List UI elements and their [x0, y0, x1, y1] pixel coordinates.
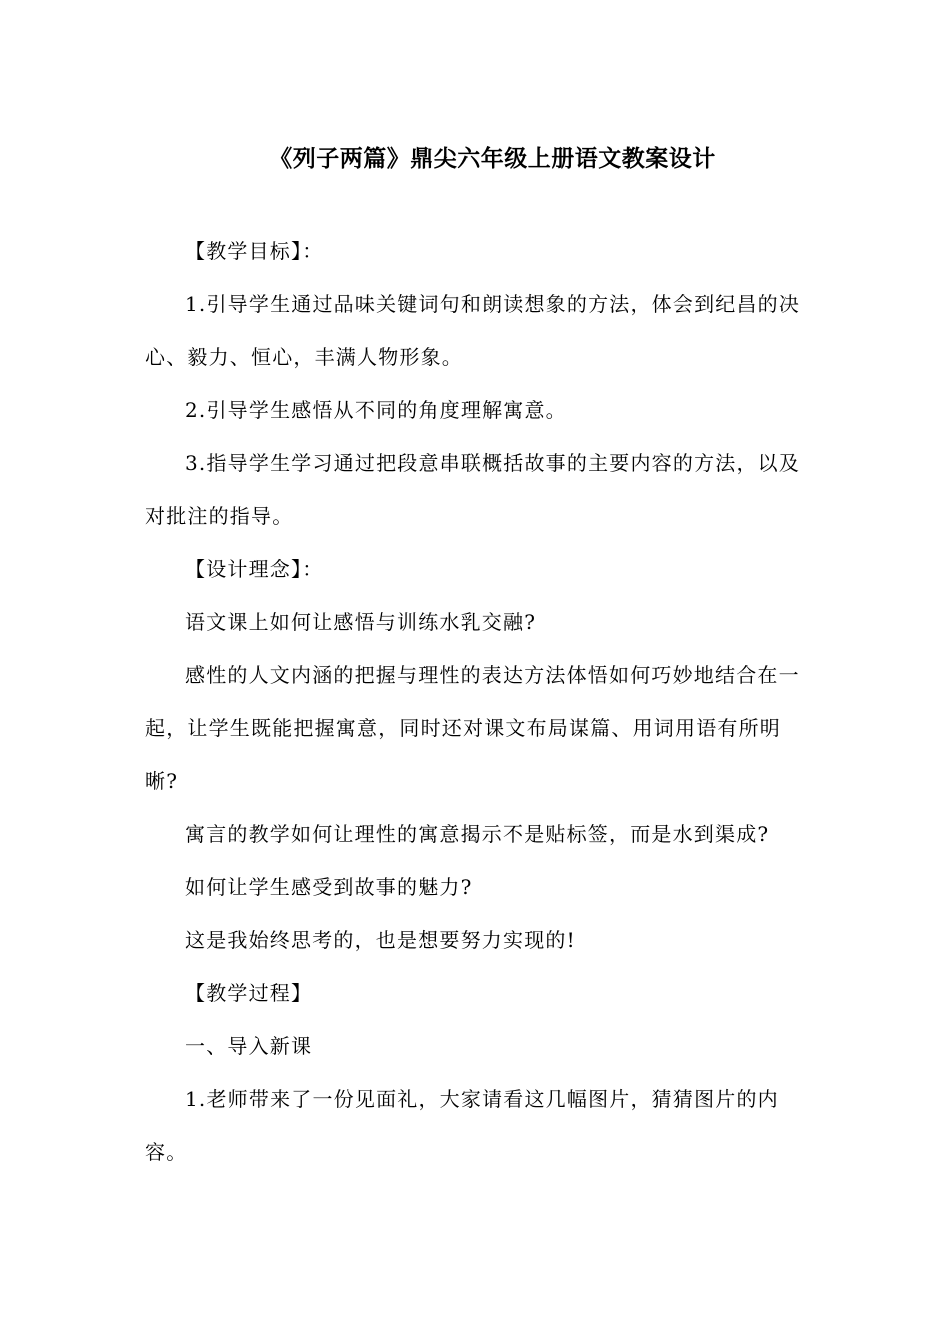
heading-design-concept: 【设计理念】： — [185, 557, 324, 581]
document-body — [145, 225, 805, 1179]
introduction-item-1: 1.老师带来了一份见面礼，大家请看这几幅图片，猜猜图片的内容。 — [145, 1087, 779, 1164]
concept-paragraph-2: 感性的人文内涵的把握与理性的表达方法体悟如何巧妙地结合在一起，让学生既能把握寓意，同时还对课文布局谋篇、用词用语有所明晰? — [145, 663, 800, 793]
section-heading-introduction: 一、导入新课 — [185, 1034, 313, 1058]
concept-paragraph-4: 如何让学生感受到故事的魅力? — [185, 875, 473, 899]
heading-teaching-process: 【教学过程】 — [185, 981, 313, 1005]
goal-item-3: 3.指导学生学习通过把段意串联概括故事的主要内容的方法，以及对批注的指导。 — [145, 451, 801, 528]
goal-item-1: 1.引导学生通过品味关键词句和朗读想象的方法，体会到纪昌的决心、毅力、恒心，丰满人物形象。 — [145, 292, 801, 369]
concept-paragraph-3: 寓言的教学如何让理性的寓意揭示不是贴标签，而是水到渠成? — [185, 822, 770, 846]
heading-teaching-goals: 【教学目标】： — [185, 239, 324, 263]
goal-item-2: 2.引导学生感悟从不同的角度理解寓意。 — [185, 398, 567, 422]
concept-paragraph-5: 这是我始终思考的，也是想要努力实现的! — [185, 928, 576, 952]
concept-paragraph-1: 语文课上如何让感悟与训练水乳交融? — [185, 610, 537, 634]
document-title: 《列子两篇》鼎尖六年级上册语文教案设计 — [269, 146, 716, 172]
